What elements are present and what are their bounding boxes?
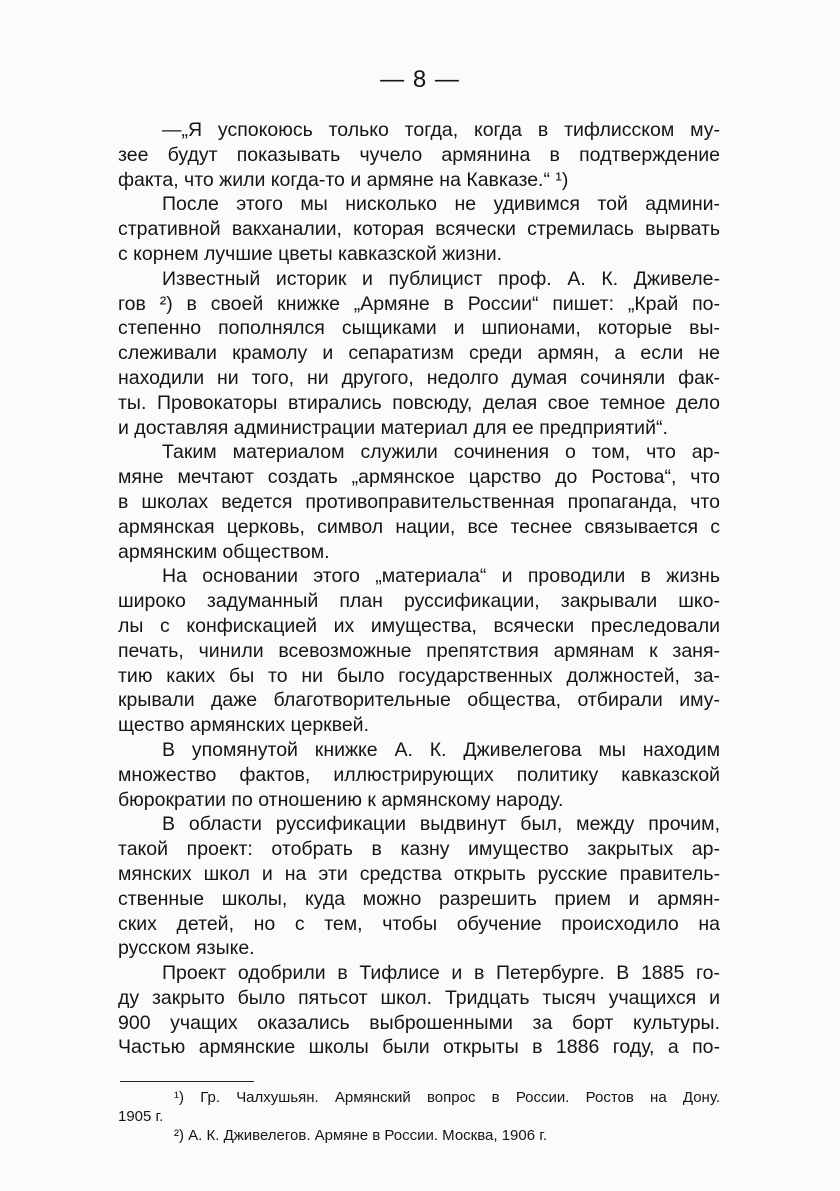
text-line: степенно пополнялся сыщиками и шпионами, которые вы- [118,317,720,340]
footnote-divider [120,1081,254,1082]
paragraph [118,564,720,738]
text-line: мяне мечтают создать „армянское царство до Ростова“, что [118,466,720,489]
text-line: и доставляя администрации материал для ее предприятий“. [118,416,668,439]
text-line: в школах ведется противоправительственная пропаганда, что [118,490,720,513]
text-line: —„Я успокоюсь только тогда, когда в тифлисском му- [162,119,720,141]
paragraph [118,738,720,812]
text-line: армянская церковь, символ нации, все теснее связывается с [118,515,720,538]
text-line: бюрократии по отношению к армянскому народу. [118,788,564,811]
text-line: слеживали крамолу и сепаратизм среди армян, а если не [118,342,720,365]
text-line: широко задуманный план руссификации, закрывали шко- [118,590,720,613]
text-line: армянским обществом. [118,540,330,563]
footnote-line: ¹) Гр. Чалхушьян. Армянский вопрос в России. Ростов на Дону. [174,1089,720,1106]
text-line: щество армянских церквей. [118,714,369,737]
paragraph [118,192,720,266]
footnote [118,1088,720,1126]
text-line: ственные школы, куда можно разрешить прием и армян- [118,887,720,910]
text-line: такой проект: отобрать в казну имущество закрытых ар- [118,838,720,861]
paragraph [118,440,720,564]
text-line: с корнем лучшие цветы кавказской жизни. [118,242,503,265]
text-line: Известный историк и публицист проф. А. К. Дживеле- [162,267,720,290]
text-line: русском языке. [118,937,255,960]
text-line: На основании этого „материала“ и проводили в жизнь [162,565,720,588]
text-line: тию каких бы то ни было государственных должностей, за- [118,664,720,687]
text-line: мянских школ и на эти средства открыть русские правитель- [118,862,720,885]
text-line: стративной вакханалии, которая всячески стремилась вырвать [118,218,720,241]
text-line: После этого мы нисколько не удивимся той админи- [162,193,720,216]
footnote-line: ²) А. К. Дживелегов. Армяне в России. Москва, 1906 г. [174,1127,548,1144]
footnotes [118,1088,720,1145]
text-line: 900 учащих оказались выброшенными за борт культуры. [118,1011,720,1034]
text-line: В области руссификации выдвинут был, между прочим, [162,813,720,836]
text-line: Частью армянские школы были открыты в 1886 году, а по- [118,1036,720,1059]
text-line: ских детей, но с тем, чтобы обучение происходило на [118,912,720,935]
paragraph [118,961,720,1060]
text-line: крывали даже благотворительные общества, отбирали иму- [118,689,720,712]
text-line: Проект одобрили в Тифлисе и в Петербурге. В 1885 го- [162,962,720,985]
text-line: печать, чинили всевозможные препятствия армянам к заня- [118,639,720,662]
paragraph [118,267,720,441]
text-line: В упомянутой книжке А. К. Дживелегова мы находим [162,738,720,761]
text-line: зее будут показывать чучело армянина в подтверждение [118,143,720,166]
text-line: ты. Провокаторы втирались повсюду, делая свое темное дело [118,391,720,414]
text-line: факта, что жили когда-то и армяне на Кавказе.“ ¹) [118,168,569,191]
footnote [118,1126,720,1145]
paragraph [118,118,720,192]
text-line: гов ²) в своей книжке „Армяне в России“ пишет: „Край по- [118,292,720,315]
text-line: множество фактов, иллюстрирующих политику кавказской [118,763,720,786]
footnote-line: 1905 г. [118,1108,164,1125]
body-text [118,118,720,1060]
text-line: Таким материалом служили сочинения о том, что ар- [162,441,720,464]
text-line: лы с конфискацией их имущества, всячески преследовали [118,614,720,637]
text-line: находили ни того, ни другого, недолго думая сочиняли фак- [118,366,720,389]
paragraph [118,812,720,961]
page-number: — 8 — [380,66,460,93]
text-line: ду закрыто было пятьсот школ. Тридцать тысяч учащихся и [118,986,720,1009]
